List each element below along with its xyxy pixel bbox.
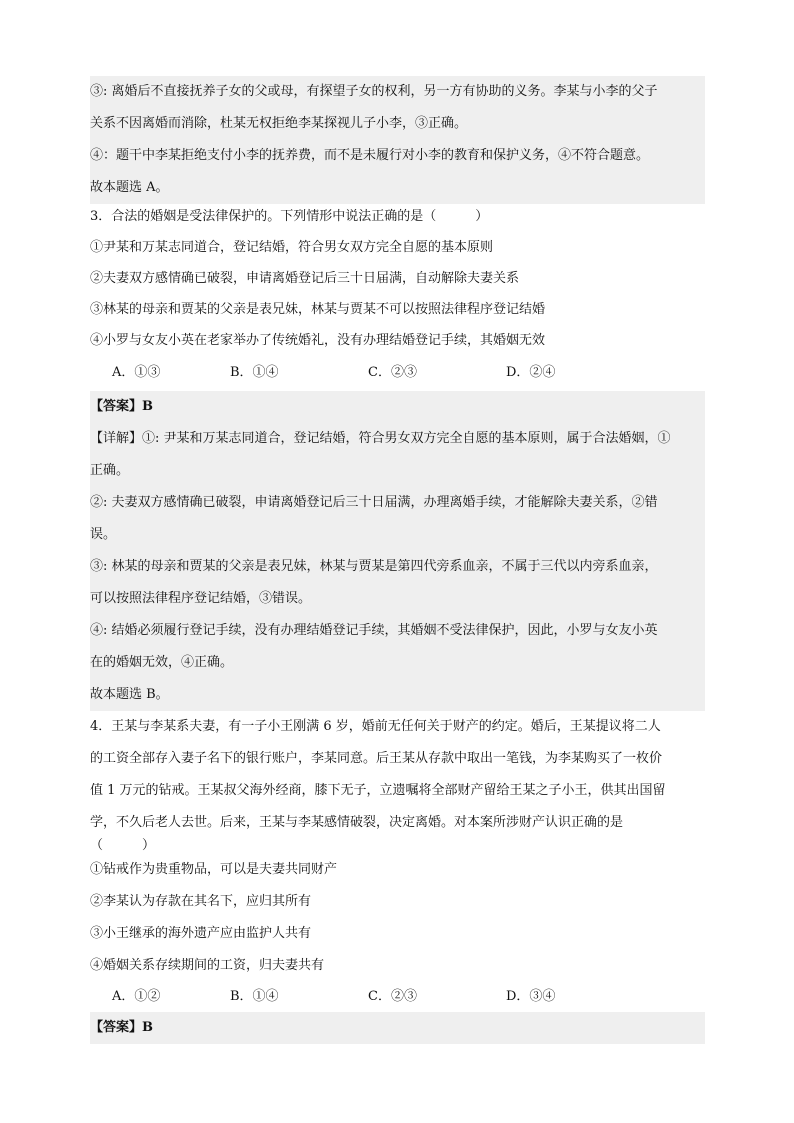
question-4-answer: 【答案】B xyxy=(90,1012,705,1044)
question-3-option-d: D．②④ xyxy=(506,365,556,380)
question-3-analysis-line: 【详解】①: 尹某和万某志同道合，登记结婚，符合男女双方完全自愿的基本原则，属于合法婚姻，① xyxy=(90,423,705,455)
explanation-conclusion: 故本题选 A。 xyxy=(90,172,705,204)
question-3-answer: 【答案】B xyxy=(90,391,705,423)
question-3-analysis-line: ④: 结婚必须履行登记手续，没有办理结婚登记手续，其婚姻不受法律保护，因此，小罗与女友小英 xyxy=(90,615,705,647)
question-4-item-4: ④婚姻关系存续期间的工资，归夫妻共有 xyxy=(90,958,325,973)
question-3-option-c: C．②③ xyxy=(368,365,417,380)
question-3-option-b: B．①④ xyxy=(230,365,279,380)
explanation-line: 关系不因离婚而消除，杜某无权拒绝李某探视儿子小李，③正确。 xyxy=(90,108,705,140)
question-3-item-1: ①尹某和万某志同道合，登记结婚，符合男女双方完全自愿的基本原则 xyxy=(90,240,494,255)
question-4-option-a: A．①② xyxy=(112,989,161,1004)
question-4-stem: 的工资全部存入妻子名下的银行账户，李某同意。后王某从存款中取出一笔钱，为李某购买了一枚价 xyxy=(90,751,663,766)
question-4-stem: 学，不久后老人去世。后来，王某与李某感情破裂，决定离婚。对本案所涉财产认识正确的是 xyxy=(90,815,624,830)
question-4-stem: 4．王某与李某系夫妻，有一子小王刚满 6 岁，婚前无任何关于财产的约定。婚后，王某提议将二人 xyxy=(90,719,661,734)
question-4-options xyxy=(90,981,705,1013)
question-3-stem: 3．合法的婚姻是受法律保护的。下列情形中说法正确的是（ ） xyxy=(90,209,489,224)
question-4-item-3: ③小王继承的海外遗产应由监护人共有 xyxy=(90,926,312,941)
question-4-option-d: D．③④ xyxy=(506,989,556,1004)
question-3-analysis-line: 正确。 xyxy=(90,455,705,487)
question-3-item-2: ②夫妻双方感情确已破裂，申请离婚登记后三十日届满，自动解除夫妻关系 xyxy=(90,271,520,286)
question-3-analysis-line: 可以按照法律程序登记结婚，③错误。 xyxy=(90,583,705,615)
question-3-analysis-line: 误。 xyxy=(90,519,705,551)
question-4-item-2: ②李某认为存款在其名下，应归其所有 xyxy=(90,894,312,909)
question-3-options xyxy=(90,357,705,389)
question-3-option-a: A．①③ xyxy=(112,365,161,380)
question-3-item-4: ④小罗与女友小英在老家举办了传统婚礼，没有办理结婚登记手续，其婚姻无效 xyxy=(90,333,546,348)
question-3-analysis-line: ②: 夫妻双方感情确已破裂，申请离婚登记后三十日届满，办理离婚手续，才能解除夫妻关系，②错 xyxy=(90,487,705,519)
question-4-blank: （ ） xyxy=(90,838,156,853)
question-4-item-1: ①钻戒作为贵重物品，可以是夫妻共同财产 xyxy=(90,862,338,877)
question-3-conclusion: 故本题选 B。 xyxy=(90,679,705,711)
question-3-item-3: ③林某的母亲和贾某的父亲是表兄妹，林某与贾某不可以按照法律程序登记结婚 xyxy=(90,302,546,317)
question-4-option-c: C．②③ xyxy=(368,989,417,1004)
question-4-stem: 值 1 万元的钻戒。王某叔父海外经商，膝下无子，立遗嘱将全部财产留给王某之子小王，供其出国留 xyxy=(90,783,666,798)
explanation-line: ③: 离婚后不直接抚养子女的父或母，有探望子女的权利，另一方有协助的义务。李某与小李的父子 xyxy=(90,76,705,108)
explanation-line: ④：题干中李某拒绝支付小李的抚养费，而不是未履行对小李的教育和保护义务，④不符合题意。 xyxy=(90,140,705,172)
question-3-analysis-line: ③: 林某的母亲和贾某的父亲是表兄妹，林某与贾某是第四代旁系血亲，不属于三代以内旁系血亲， xyxy=(90,551,705,583)
question-3-analysis-line: 在的婚姻无效，④正确。 xyxy=(90,647,705,679)
question-4-option-b: B．①④ xyxy=(230,989,279,1004)
